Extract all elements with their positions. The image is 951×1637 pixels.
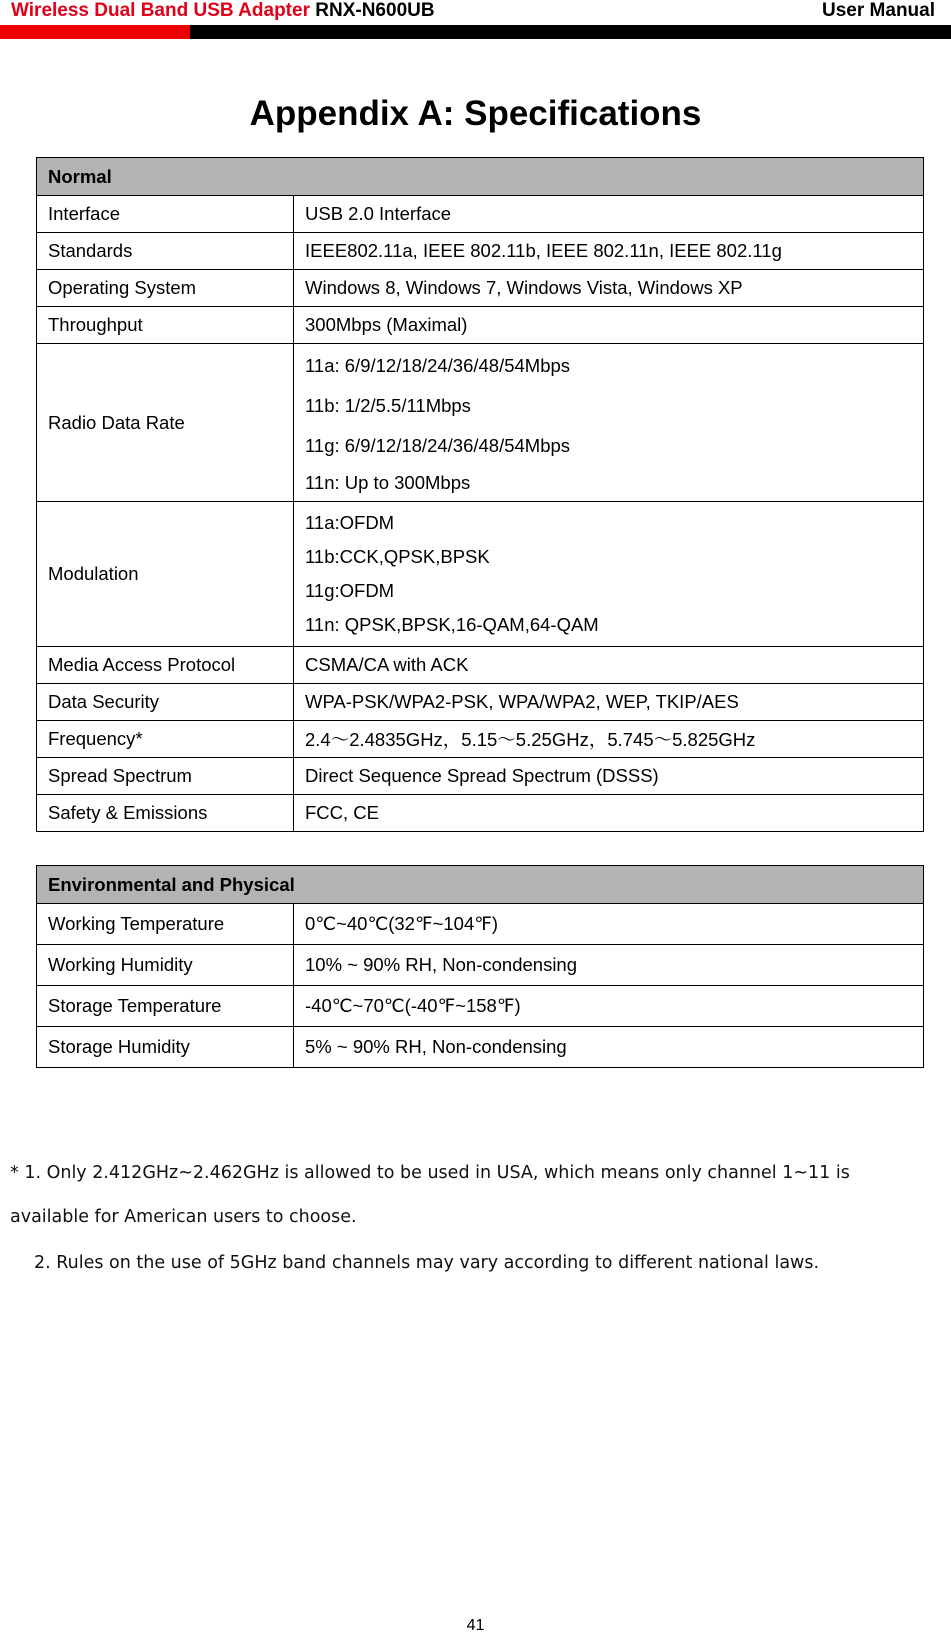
table-row <box>37 904 924 945</box>
spec-value <box>294 344 924 502</box>
spec-value: WPA-PSK/WPA2-PSK, WPA/WPA2, WEP, TKIP/AES <box>294 684 924 721</box>
table-row <box>37 502 924 647</box>
table-row <box>37 647 924 684</box>
spec-value: IEEE802.11a, IEEE 802.11b, IEEE 802.11n, IEEE 802.11g <box>294 233 924 270</box>
spec-value <box>294 502 924 647</box>
page-header <box>0 0 951 40</box>
table-row <box>37 307 924 344</box>
spec-value: 5% ~ 90% RH, Non-condensing <box>294 1027 924 1068</box>
spec-label: Standards <box>37 233 294 270</box>
table-row <box>37 270 924 307</box>
table-row <box>37 344 924 502</box>
spec-label: Frequency* <box>37 721 294 758</box>
spec-label: Interface <box>37 196 294 233</box>
spec-value: Direct Sequence Spread Spectrum (DSSS) <box>294 758 924 795</box>
spec-label: Data Security <box>37 684 294 721</box>
spec-value-line: 11g: 6/9/12/18/24/36/48/54Mbps <box>305 434 571 456</box>
spec-value-line: 11n: Up to 300Mbps <box>305 471 471 493</box>
normal-spec-table <box>36 157 924 832</box>
header-model: RNX-N600UB <box>315 0 435 21</box>
table-heading-row <box>37 158 924 196</box>
table-row <box>37 1027 924 1068</box>
spec-label: Safety & Emissions <box>37 795 294 832</box>
spec-value: USB 2.0 Interface <box>294 196 924 233</box>
table-row <box>37 945 924 986</box>
spec-label: Working Humidity <box>37 945 294 986</box>
spec-value-line: 11n: QPSK,BPSK,16-QAM,64-QAM <box>305 614 599 635</box>
spec-label: Operating System <box>37 270 294 307</box>
page-title: Appendix A: Specifications <box>249 94 702 133</box>
header-manual-label: User Manual <box>822 0 935 21</box>
spec-value: 10% ~ 90% RH, Non-condensing <box>294 945 924 986</box>
spec-value-line: 11a: 6/9/12/18/24/36/48/54Mbps <box>305 354 571 376</box>
header-red-bar <box>0 25 190 39</box>
table-row <box>37 196 924 233</box>
spec-label: Storage Temperature <box>37 986 294 1027</box>
table-row <box>37 795 924 832</box>
table-heading: Normal <box>37 158 924 196</box>
spec-value-line: 11b: 1/2/5.5/11Mbps <box>305 394 471 416</box>
spec-value-line: 11a:OFDM <box>305 512 395 533</box>
spec-value-line: 11g:OFDM <box>305 580 395 601</box>
spec-value: 300Mbps (Maximal) <box>294 307 924 344</box>
table-row <box>37 233 924 270</box>
spec-label: Storage Humidity <box>37 1027 294 1068</box>
table-heading-row <box>37 866 924 904</box>
spec-value: -40℃~70℃(-40℉~158℉) <box>294 986 924 1027</box>
spec-value: Windows 8, Windows 7, Windows Vista, Windows XP <box>294 270 924 307</box>
header-product-name: Wireless Dual Band USB Adapter <box>11 0 310 21</box>
spec-value: 0℃~40℃(32℉~104℉) <box>294 904 924 945</box>
table-row <box>37 684 924 721</box>
spec-label: Modulation <box>37 502 294 647</box>
header-product <box>11 0 435 22</box>
table-row <box>37 986 924 1027</box>
spec-value: FCC, CE <box>294 795 924 832</box>
spec-label: Working Temperature <box>37 904 294 945</box>
footnote-2: 2. Rules on the use of 5GHz band channels may vary according to different national laws. <box>34 1253 820 1273</box>
environmental-spec-table <box>36 865 924 1068</box>
page-number: 41 <box>466 1617 485 1634</box>
header-black-bar <box>190 25 951 39</box>
spec-label: Spread Spectrum <box>37 758 294 795</box>
spec-label: Radio Data Rate <box>37 344 294 502</box>
table-heading: Environmental and Physical <box>37 866 924 904</box>
spec-label: Throughput <box>37 307 294 344</box>
spec-label: Media Access Protocol <box>37 647 294 684</box>
spec-value: 2.4～2.4835GHz，5.15～5.25GHz，5.745～5.825GHz <box>294 721 924 758</box>
spec-value: CSMA/CA with ACK <box>294 647 924 684</box>
table-row <box>37 721 924 758</box>
footnote-1: * 1. Only 2.412GHz~2.462GHz is allowed to be used in USA, which means only channel 1~11 is available for American users to choose. <box>10 1163 850 1227</box>
spec-value-line: 11b:CCK,QPSK,BPSK <box>305 546 490 567</box>
table-row <box>37 758 924 795</box>
